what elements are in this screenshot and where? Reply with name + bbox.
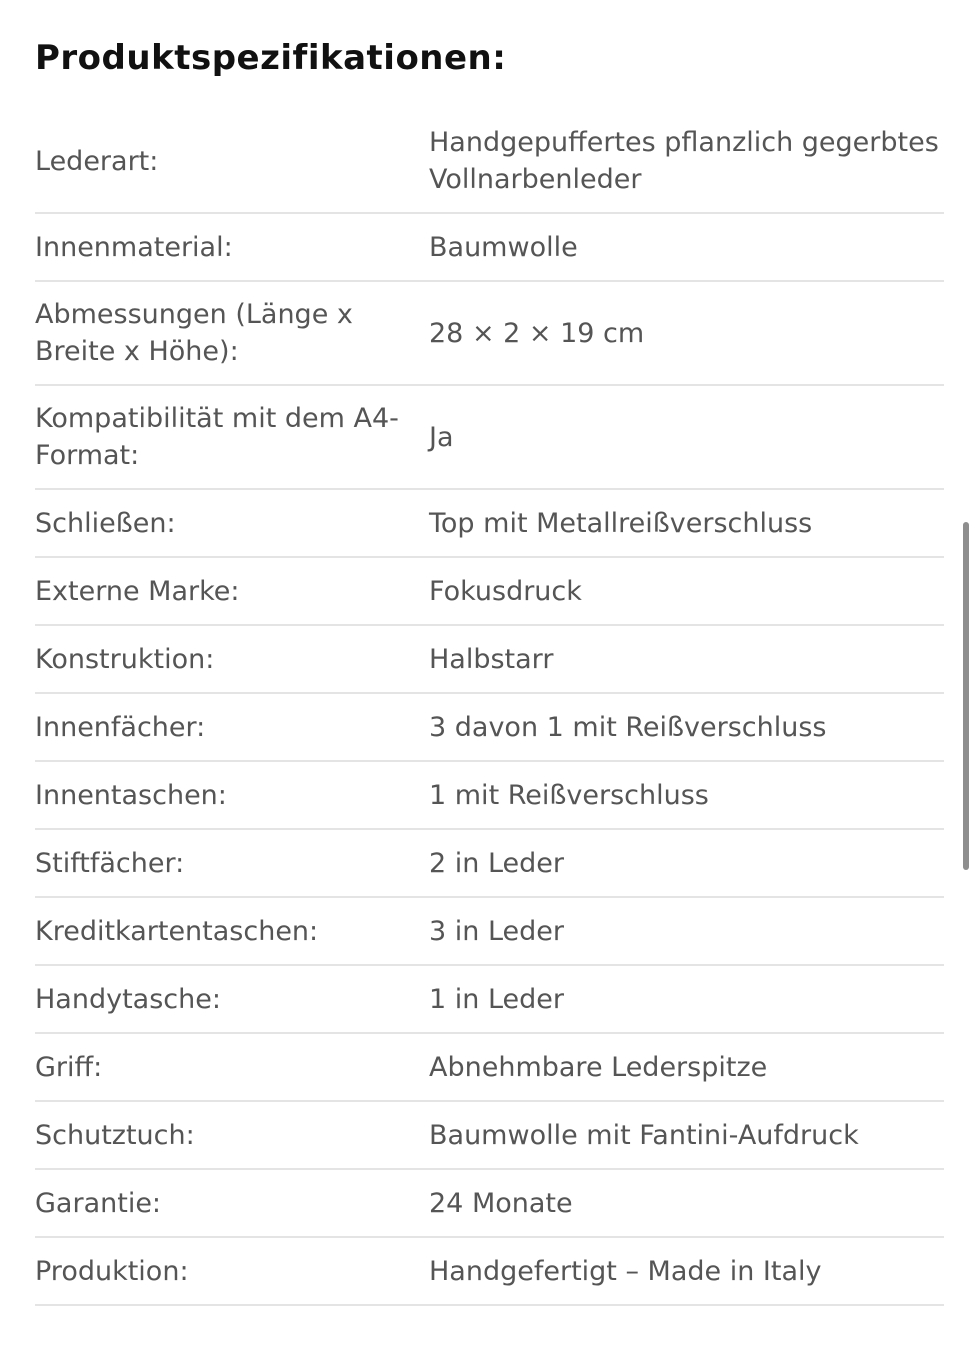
spec-row-stiftfaecher [35,830,944,898]
spec-row-innentaschen [35,762,944,830]
spec-value: Ja [429,421,454,453]
spec-row-externe-marke [35,558,944,626]
spec-value: Baumwolle mit Fantini-Aufdruck [429,1119,859,1151]
spec-label: Stiftfächer: [35,847,185,879]
spec-table [35,110,944,1306]
spec-value: 28 × 2 × 19 cm [429,317,645,349]
spec-value: 24 Monate [429,1187,573,1219]
spec-value: Handgefertigt – Made in Italy [429,1255,822,1287]
spec-row-schliessen [35,490,944,558]
spec-row-griff [35,1034,944,1102]
spec-label: Handytasche: [35,983,221,1015]
spec-label: Innenmaterial: [35,231,233,263]
spec-label: Innenfächer: [35,711,206,743]
spec-row-garantie [35,1170,944,1238]
spec-label: Innentaschen: [35,779,227,811]
scrollbar[interactable] [963,522,969,870]
spec-value: Top mit Metallreißverschluss [429,507,813,539]
spec-row-abmessungen [35,282,944,386]
spec-row-kreditkartentaschen [35,898,944,966]
spec-label: Konstruktion: [35,643,215,675]
page-title: Produktspezifikationen: [35,38,507,78]
spec-row-lederart [35,110,944,214]
spec-label: Garantie: [35,1187,162,1219]
spec-row-produktion [35,1238,944,1306]
spec-label: Abmessungen (Länge x Breite x Höhe): [35,299,353,367]
spec-label: Schließen: [35,507,176,539]
spec-row-a4-kompatibilitaet [35,386,944,490]
spec-row-innenmaterial [35,214,944,282]
spec-label: Griff: [35,1051,103,1083]
spec-value: Handgepuffertes pflanzlich gegerbtes Vollnarbenleder [429,127,939,195]
spec-row-handytasche [35,966,944,1034]
spec-value: Fokusdruck [429,575,582,607]
spec-value: 2 in Leder [429,847,564,879]
spec-label: Produktion: [35,1255,189,1287]
spec-label: Lederart: [35,145,159,177]
spec-label: Externe Marke: [35,575,240,607]
spec-row-innenfaecher [35,694,944,762]
spec-label: Kreditkartentaschen: [35,915,319,947]
spec-value: Baumwolle [429,231,578,263]
spec-value: 1 mit Reißverschluss [429,779,709,811]
spec-row-schutztuch [35,1102,944,1170]
spec-value: 1 in Leder [429,983,564,1015]
spec-label: Schutztuch: [35,1119,195,1151]
spec-label: Kompatibilität mit dem A4-Format: [35,403,399,471]
spec-value: 3 in Leder [429,915,564,947]
spec-value: Halbstarr [429,643,554,675]
spec-value: 3 davon 1 mit Reißverschluss [429,711,827,743]
spec-row-konstruktion [35,626,944,694]
spec-value: Abnehmbare Lederspitze [429,1051,768,1083]
